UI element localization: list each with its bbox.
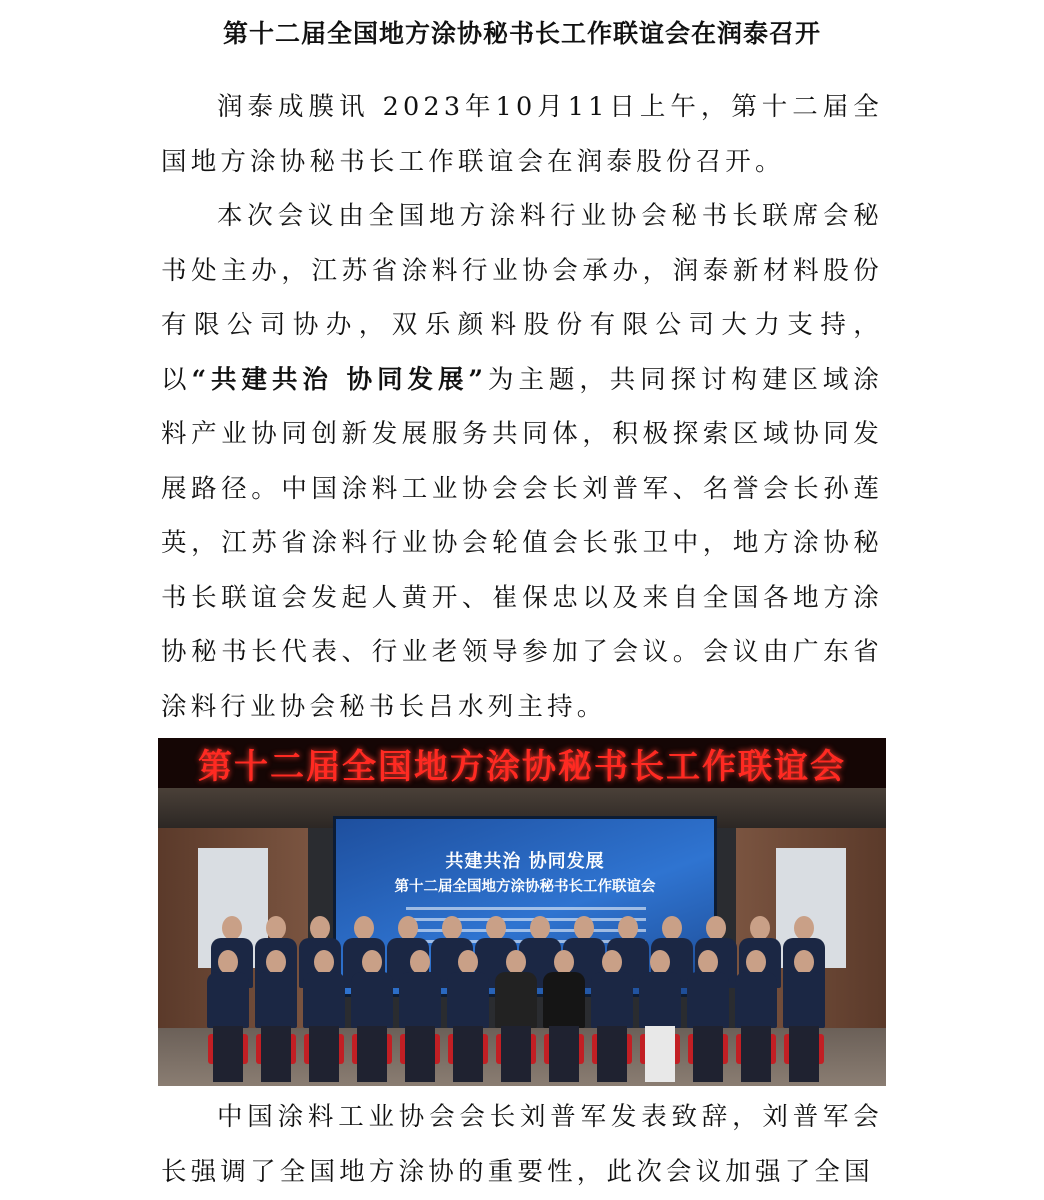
paragraph-meeting-details (161, 189, 883, 734)
led-banner (158, 738, 886, 788)
paragraph-details-text-2: 为主题，共同探讨构建区域涂料产业协同创新发展服务共同体，积极探索区域协同发展路径。中国涂料工业协会会长刘普军、名誉会长孙莲英，江苏省涂料行业协会轮值会长张卫中，地方涂协秘书长联谊会发起人黄开、崔保忠以及来自全国各地方涂协秘书长代表、行业老领导参加了会议。会议由广东省涂料行业协会秘书长吕水列主持。 (161, 364, 884, 722)
paragraph-speech-text: 中国涂料工业协会会长刘普军发表致辞，刘普军会长强调了全国地方涂协的重要性，此次会议加强了全国 (161, 1102, 883, 1187)
screen-slogan: 共建共治 协同发展 (445, 851, 605, 872)
paragraph-intro (161, 80, 883, 189)
led-banner-text: 第十二届全国地方涂协秘书长工作联谊会 (198, 746, 846, 787)
theme-quote: “共建共治 协同发展” (191, 364, 488, 395)
paragraph-speech (161, 1090, 883, 1199)
group-photo (158, 738, 886, 1086)
article-title: 第十二届全国地方涂协秘书长工作联谊会在润泰召开 (222, 19, 821, 48)
paragraph-intro-text: 润泰成膜讯 2023年10月11日上午，第十二届全国地方涂协秘书长工作联谊会在润泰股份召开。 (161, 92, 883, 177)
attendee-group (203, 916, 843, 1086)
paragraph-details-text-1: 本次会议由全国地方涂料行业协会秘书长联席会秘书处主办，江苏省涂料行业协会承办，润泰新材料股份有限公司协办，双乐颜料股份有限公司大力支持，以 (161, 201, 883, 395)
screen-title: 第十二届全国地方涂协秘书长工作联谊会 (394, 879, 656, 895)
